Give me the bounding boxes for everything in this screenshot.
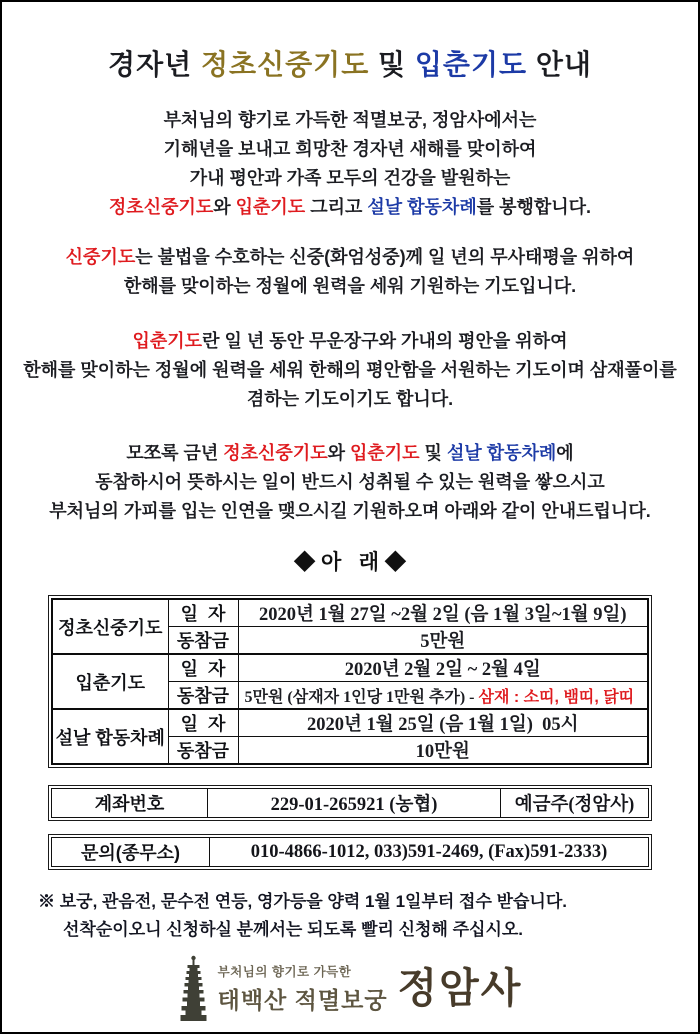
fee-value-cell: 10만원 — [238, 737, 648, 765]
date-label-cell: 일 자 — [168, 599, 238, 627]
text-line: 겸하는 기도이기도 합니다. — [246, 389, 454, 409]
text-line: 신중기도는 불법을 수호하는 신중(화엄성중)께 일 년의 무사태평을 위하여 — [65, 247, 635, 267]
text-line: 부처님의 향기로 가득한 적멸보궁, 정암사에서는 — [163, 110, 537, 130]
contact-label-cell: 문의(종무소) — [52, 838, 210, 867]
fee-label-cell: 동참금 — [168, 682, 238, 710]
fee-label-cell: 동참금 — [168, 737, 238, 765]
text-line: 모쪼록 금년 정초신중기도와 입춘기도 및 설날 합동차례에 — [126, 443, 574, 463]
account-table — [48, 785, 652, 821]
fee-label-cell: 동참금 — [168, 627, 238, 655]
footnote — [38, 888, 698, 944]
text-line: 기해년을 보내고 희망찬 경자년 새해를 맞이하여 — [163, 139, 537, 159]
notice-title: 경자년 정초신중기도 및 입춘기도 안내 — [108, 49, 592, 80]
fee-value-cell: 5만원 — [238, 627, 648, 655]
table-row — [52, 789, 649, 818]
intro-paragraph — [2, 106, 698, 222]
logo-temple-name: 정암사 — [397, 964, 523, 1011]
logo-mountain-name: 태백산 적멸보궁 — [217, 986, 388, 1013]
date-label-cell: 일 자 — [168, 709, 238, 737]
footnote-line: ※ 보궁, 관음전, 문수전 연등, 영가등을 양력 1월 1일부터 접수 받습니다. — [38, 892, 568, 911]
table-row — [52, 599, 648, 627]
text-line: 부처님의 가피를 입는 인연을 맺으시길 기원하오며 아래와 같이 안내드립니다. — [49, 501, 651, 521]
date-value-cell: 2020년 1월 25일 (음 1월 1일) 05시 — [238, 709, 648, 737]
text-line: 가내 평안과 가족 모두의 건강을 발원하는 — [189, 168, 511, 188]
contact-table — [48, 834, 652, 870]
logo-tagline: 부처님의 향기로 가득한 — [217, 964, 352, 979]
pagoda-icon — [178, 955, 209, 1021]
date-label-cell: 일 자 — [168, 654, 238, 682]
table-row — [52, 709, 648, 737]
closing-paragraph — [2, 439, 698, 526]
prayer-name-cell: 정초신중기도 — [52, 599, 168, 654]
prayer-name-cell: 입춘기도 — [52, 654, 168, 709]
text-line: 동참하시어 뜻하시는 일이 반드시 성취될 수 있는 원력을 쌓으시고 — [95, 472, 605, 492]
schedule-table — [48, 595, 652, 768]
text-line: 정초신중기도와 입춘기도 그리고 설날 합동차례를 봉행합니다. — [108, 197, 592, 217]
footnote-line: 선착순이오니 신청하실 분께서는 되도록 빨리 신청해 주십시오. — [63, 920, 524, 939]
account-holder-cell: 예금주(정암사) — [501, 789, 649, 818]
contact-numbers-cell: 010-4866-1012, 033)591-2469, (Fax)591-2333) — [210, 838, 649, 867]
text-line: 한해를 맞이하는 정월에 원력을 세워 기원하는 기도입니다. — [123, 276, 577, 296]
ipchun-paragraph — [2, 327, 698, 414]
table-row — [52, 654, 648, 682]
fee-value-cell: 5만원 (삼재자 1인당 1만원 추가) - 삼재 : 소띠, 뱀띠, 닭띠 — [238, 682, 648, 710]
account-number-cell: 229-01-265921 (농협) — [208, 789, 501, 818]
table-row — [52, 838, 649, 867]
prayer-name-cell: 설날 합동차례 — [52, 709, 168, 764]
below-divider: ◆ 아 래 ◆ — [294, 551, 406, 574]
shinjung-paragraph — [2, 243, 698, 301]
text-line: 한해를 맞이하는 정월에 원력을 세워 한해의 평안함을 서원하는 기도이며 삼재풀이를 — [23, 360, 677, 380]
account-label-cell: 계좌번호 — [52, 789, 208, 818]
text-line: 입춘기도란 일 년 동안 무운장구와 가내의 평안을 위하여 — [132, 331, 568, 351]
date-value-cell: 2020년 2월 2일 ~ 2월 4일 — [238, 654, 648, 682]
temple-logo — [2, 955, 698, 1021]
date-value-cell: 2020년 1월 27일 ~2월 2일 (음 1월 3일~1월 9일) — [238, 599, 648, 627]
